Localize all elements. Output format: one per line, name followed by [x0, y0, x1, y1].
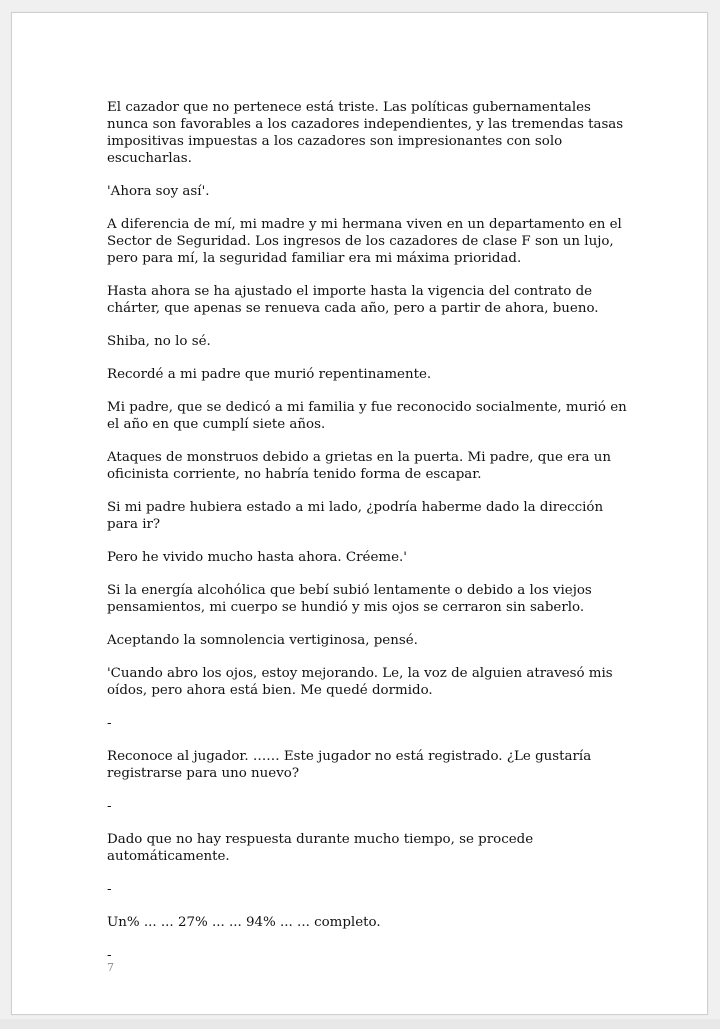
page-number: 7 [107, 961, 114, 974]
paragraph: Si la energía alcohólica que bebí subió lentamente o debido a los viejos pensamientos, mi cuerpo se hundió y mis ojos se cerraron sin saberlo. [107, 583, 592, 615]
section-separator: - [107, 716, 112, 731]
paragraph: Un% ... ... 27% ... ... 94% ... ... completo. [107, 915, 381, 930]
paragraph: Reconoce al jugador. …… Este jugador no está registrado. ¿Le gustaría registrarse para uno nuevo? [107, 749, 592, 781]
paragraph: Si mi padre hubiera estado a mi lado, ¿podría haberme dado la dirección para ir? [107, 500, 604, 532]
paragraph: Dado que no hay respuesta durante mucho tiempo, se procede automáticamente. [107, 832, 534, 864]
paragraph: Hasta ahora se ha ajustado el importe hasta la vigencia del contrato de chárter, que apenas se renueva cada año, pero a partir de ahora, bueno. [107, 284, 599, 316]
paragraph: Mi padre, que se dedicó a mi familia y fue reconocido socialmente, murió en el año en que cumplí siete años. [107, 400, 627, 432]
paragraph: Recordé a mi padre que murió repentinamente. [107, 367, 432, 382]
document-page [11, 12, 708, 1015]
page-body [107, 99, 627, 980]
paragraph: 'Ahora soy así'. [107, 184, 210, 199]
paragraph: Aceptando la somnolencia vertiginosa, pensé. [107, 633, 418, 648]
paragraph: Shiba, no lo sé. [107, 334, 211, 349]
section-separator: - [107, 882, 112, 897]
paragraph: El cazador que no pertenece está triste. Las políticas gubernamentales nunca son favorables a los cazadores independientes, y las tremendas tasas impositivas impuestas a los cazadores son impresionantes con solo escucharlas. [107, 100, 624, 166]
paragraph: A diferencia de mí, mi madre y mi hermana viven en un departamento en el Sector de Seguridad. Los ingresos de los cazadores de clase F son un lujo, pero para mí, la seguridad familiar era mi máxima prioridad. [107, 217, 622, 266]
section-separator: - [107, 799, 112, 814]
viewer-background-strip [0, 1019, 720, 1029]
section-separator: - [107, 948, 112, 963]
paragraph: Pero he vivido mucho hasta ahora. Créeme.' [107, 550, 407, 565]
paragraph: Ataques de monstruos debido a grietas en la puerta. Mi padre, que era un oficinista corriente, no habría tenido forma de escapar. [107, 450, 611, 482]
paragraph: 'Cuando abro los ojos, estoy mejorando. Le, la voz de alguien atravesó mis oídos, pero ahora está bien. Me quedé dormido. [107, 666, 613, 698]
